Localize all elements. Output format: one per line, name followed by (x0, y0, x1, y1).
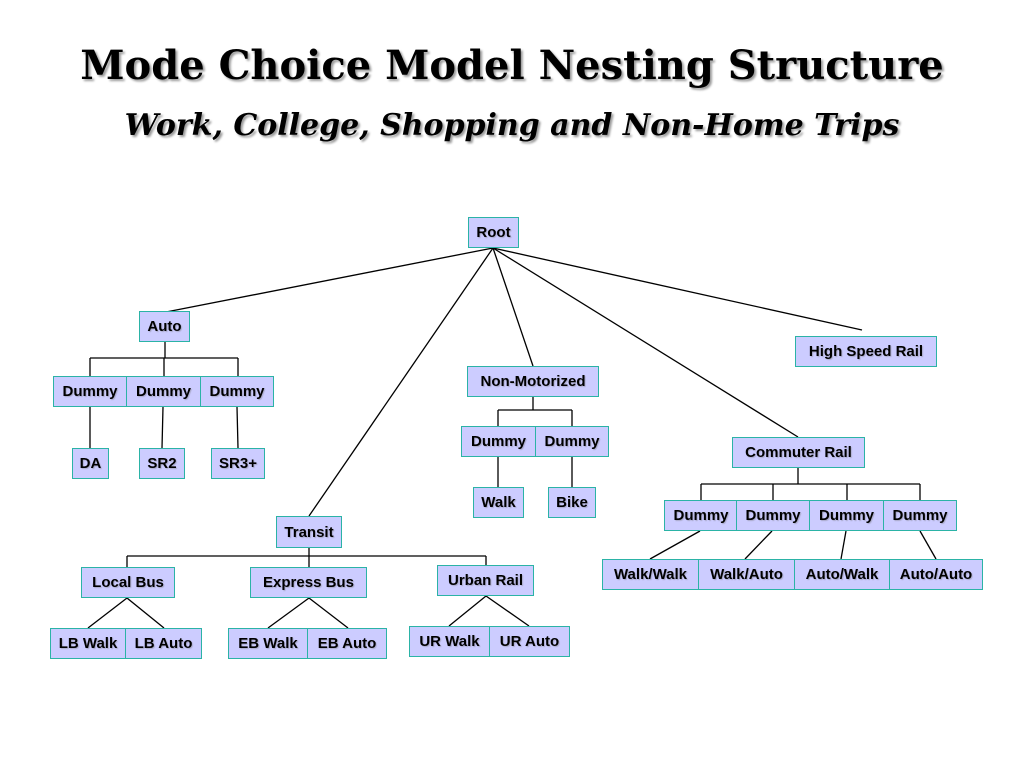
edge-root-highspeedrail (493, 248, 862, 330)
edge-crd2-walkauto (745, 531, 772, 559)
node-nm-dummy-1: Dummy (461, 426, 536, 457)
node-high-speed-rail: High Speed Rail (795, 336, 937, 367)
node-walk-walk: Walk/Walk (602, 559, 699, 590)
node-root: Root (468, 217, 519, 248)
edge-localbus-lbwalk (88, 598, 127, 628)
edge-crd4-autoauto (920, 531, 936, 559)
node-sr2: SR2 (139, 448, 185, 479)
node-auto-auto: Auto/Auto (889, 559, 983, 590)
node-ur-auto: UR Auto (489, 626, 570, 657)
node-local-bus: Local Bus (81, 567, 175, 598)
node-sr3: SR3+ (211, 448, 265, 479)
edge-expressbus-ebwalk (268, 598, 309, 628)
node-ur-walk: UR Walk (409, 626, 490, 657)
node-auto-dummy-2: Dummy (126, 376, 201, 407)
node-auto: Auto (139, 311, 190, 342)
node-bike: Bike (548, 487, 596, 518)
edge-d2-sr2 (162, 407, 163, 448)
node-commuter-rail: Commuter Rail (732, 437, 865, 468)
diagram-subtitle: Work, College, Shopping and Non-Home Trips (124, 108, 900, 143)
node-auto-dummy-1: Dummy (53, 376, 127, 407)
edge-root-nonmotorized (493, 248, 533, 366)
node-cr-dummy-4: Dummy (883, 500, 957, 531)
node-walk: Walk (473, 487, 524, 518)
edge-crd1-walkwalk (650, 531, 700, 559)
node-eb-auto: EB Auto (307, 628, 387, 659)
edge-urbanrail-urwalk (449, 596, 486, 626)
edge-localbus-lbauto (127, 598, 164, 628)
edge-expressbus-ebauto (309, 598, 348, 628)
node-transit: Transit (276, 516, 342, 548)
edge-urbanrail-urauto (486, 596, 529, 626)
node-lb-walk: LB Walk (50, 628, 126, 659)
edge-crd3-autowalk (841, 531, 846, 559)
node-auto-walk: Auto/Walk (794, 559, 890, 590)
edge-root-transit (309, 248, 493, 516)
node-lb-auto: LB Auto (125, 628, 202, 659)
edge-root-auto (166, 248, 493, 312)
node-urban-rail: Urban Rail (437, 565, 534, 596)
diagram-title: Mode Choice Model Nesting Structure (80, 42, 944, 89)
node-da: DA (72, 448, 109, 479)
edge-d3-sr3 (237, 407, 238, 448)
node-cr-dummy-3: Dummy (809, 500, 884, 531)
edge-root-commuterrail (493, 248, 798, 437)
node-walk-auto: Walk/Auto (698, 559, 795, 590)
node-non-motorized: Non-Motorized (467, 366, 599, 397)
node-cr-dummy-1: Dummy (664, 500, 738, 531)
node-express-bus: Express Bus (250, 567, 367, 598)
node-auto-dummy-3: Dummy (200, 376, 274, 407)
node-eb-walk: EB Walk (228, 628, 308, 659)
node-nm-dummy-2: Dummy (535, 426, 609, 457)
node-cr-dummy-2: Dummy (736, 500, 810, 531)
